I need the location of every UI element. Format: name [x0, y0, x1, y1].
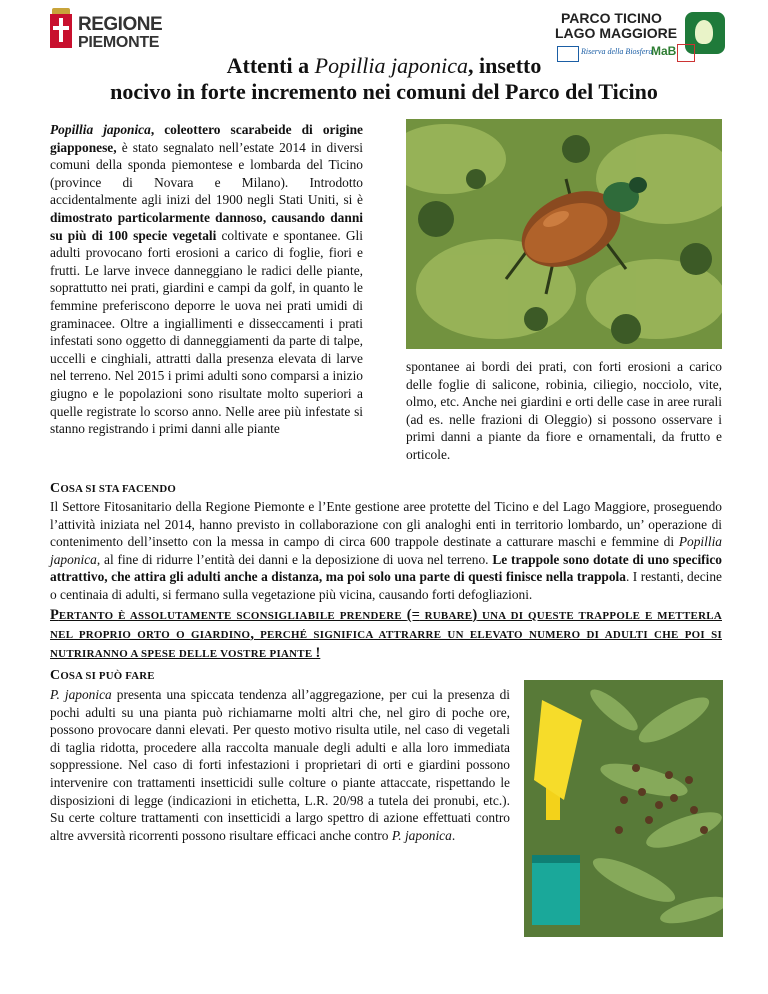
- heading-rest: OSA SI STA FACENDO: [60, 483, 177, 495]
- page-title: [0, 52, 768, 80]
- warn-p1: P: [50, 607, 59, 623]
- doing-text1: Il Settore Fitosanitario della Regione Piemonte e l’Ente gestione aree protette del Ticino e del Lago Maggiore, proseguendo l’attività iniziata nel 2014, hanno previsto in collaborazione con gli analoghi enti in territorio lombardo, un’ operazione di contenimento dell’insetto con la messa in campo di circa 600 trappole destinate a catturare maschi e femmine di: [50, 499, 722, 550]
- warn-s2: RUBARE: [419, 610, 473, 622]
- doing-text2: , al fine di ridurre l’entità dei danni e la deposizione di uova nel terreno.: [96, 551, 493, 567]
- warn-p5: !: [315, 645, 321, 661]
- heading2-rest: OSA SI PUÒ FARE: [60, 670, 155, 682]
- section-heading-can-do: [50, 668, 155, 684]
- section-can-do-text: [50, 686, 510, 844]
- can-do-end: .: [451, 827, 456, 843]
- intro-bold1: , coleottero scarabeide di origine giapponese,: [50, 122, 363, 155]
- intro-bold2: dimostrato particolarmente dannoso, causando danni su più di 100 specie vegetali: [50, 209, 363, 243]
- beetle-photo: [406, 119, 722, 349]
- heading2-initial: C: [50, 668, 61, 683]
- intro-text1: è stato segnalato nell’estate 2014 in diversi comuni della sponda piemontese e lombarda del Ticino (province di Novara e Milano). Introdotto accidentalmente agli inizi del 1900 negli Stati Uniti, si è: [50, 139, 363, 208]
- can-do-species: P. japonica: [50, 687, 112, 702]
- intro-species: Popillia japonica: [50, 122, 151, 137]
- can-do-text1: presenta una spiccata tendenza all’aggregazione, per cui la presenza di pochi adulti su una pianta può richiamarne molti altri che, nel giro di poche ore, possono provocare danni elevati. Per questo motivo risulta utile, nel caso di vegetali di taglia ridotta, procedere alla raccolta manuale degli adulti e alla loro immediata soppressione. Nel caso di forti infestazioni i proprietari di orti e giardini possono intervenire con trattamenti insetticidi sulle colture o piante attaccate, rispettando le disposizioni di legge (indicazioni in etichetta, L.R. 20/98 a tutela dei pronubi, etc.). Su certe colture trattamenti con insetticidi a largo spettro di azione effettuati contro altre avversità ricorrenti possono risultare efficaci anche contro: [50, 687, 510, 843]
- title-suffix: , insetto: [468, 53, 542, 78]
- section-doing-text: [50, 498, 722, 604]
- intro-text2: coltivate e spontanee. Gli adulti provocano forti erosioni a carico di foglie, fiori e frutti. Le larve invece danneggiano le radici delle piante, soprattutto nei prati, giardini e campi da golf, in quanto le femmine preferiscono deporre le uova nei prati umidi di graminacee. Oltre a ingiallimenti e disseccamenti i prati infestati sono oggetto di danneggiamenti da parte di talpe, uccelli e cinghiali, attratti dalla presenza elevata di larve nel terreno. Nel 2015 i primi adulti sono comparsi a inizio giugno e le popolazioni sono risultate molto superiori a quelle registrate lo scorso anno. Nelle aree più infestate si stanno registrando i primi danni alle piante: [50, 227, 363, 437]
- logo-line1: REGIONE: [78, 14, 163, 35]
- intro-paragraph: [50, 121, 363, 441]
- warn-p2: (=: [406, 607, 420, 623]
- title-species: Popillia japonica: [314, 53, 469, 78]
- title-prefix: Attenti a: [226, 53, 315, 78]
- warn-s3: UNA DI QUESTE TRAPPOLE E METTERLA NEL PROPRIO ORTO O GIARDINO: [50, 610, 722, 641]
- biosphere-tag: Riserva della Biosfera: [581, 47, 653, 56]
- warn-s1: ERTANTO È ASSOLUTAMENTE SCONSIGLIABILE PRENDERE: [58, 610, 407, 622]
- page-subtitle: nocivo in forte incremento nei comuni del Parco del Ticino: [110, 79, 658, 104]
- doing-species: Popillia japonica: [50, 534, 722, 567]
- can-do-species2: P. japonica: [391, 827, 452, 843]
- heading-initial: C: [50, 481, 61, 496]
- warn-s4: PERCHÉ SIGNIFICA ATTRARRE UN ELEVATO NUMERO DI ADULTI CHE POI SI NUTRIRANNO A SPESE DELLE VOSTRE PIANTE: [50, 629, 722, 660]
- intro-continued: spontanee ai bordi dei prati, con forti erosioni a carico delle foglie di salicone, robinia, ciliegio, nocciolo, vite, olmo, etc. Anche nei giardini e orti delle case in aree rurali (ad es. nelle frazioni di Oleggio) si possono osservare i primi danni a piante da fiore e ornamentali, da frutto e orticole.: [406, 359, 722, 462]
- logo-line2: PIEMONTE: [78, 34, 160, 51]
- trap-photo: [524, 680, 723, 937]
- doing-text3: . I restanti, decine o centinaia di adulti, si fermano sulla vegetazione più vicina, causando forti defogliazioni.: [50, 569, 722, 602]
- doing-bold: Le trappole sono dotate di uno specifico attrattivo, che attira gli adulti anche a distanza, ma poi solo una parte di questi finisce nella trappola: [50, 551, 723, 585]
- mab-label: MaB: [651, 44, 677, 58]
- warn-p3: ): [472, 607, 478, 623]
- park-logo-line2: LAGO MAGGIORE: [555, 25, 678, 41]
- regione-piemonte-logo: [50, 14, 163, 54]
- warning-notice: [50, 606, 722, 663]
- shield-icon: [50, 14, 72, 48]
- section-heading-doing: [50, 481, 176, 497]
- warn-p4: ,: [250, 626, 254, 642]
- park-logo-line1: PARCO TICINO: [561, 10, 662, 26]
